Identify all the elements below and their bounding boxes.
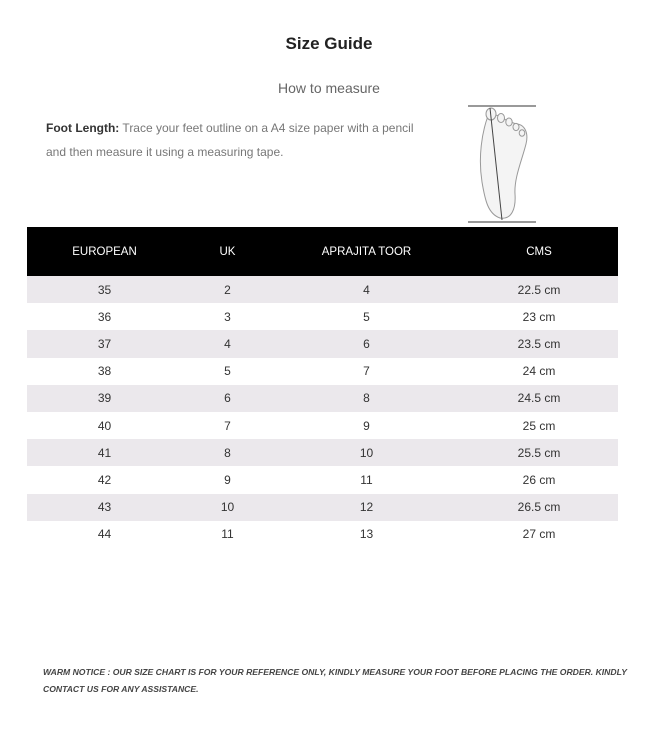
- foot-length-instructions: [46, 116, 426, 164]
- cm-size-cell: 26 cm: [522, 472, 556, 487]
- european-size-cell: 39: [97, 391, 112, 406]
- foot-length-text: Trace your feet outline on a A4 size paper with a pencil and then measure it using a measuring tape.: [46, 121, 414, 159]
- foot-measure-icon: [466, 102, 540, 226]
- table-header: [27, 227, 618, 276]
- uk-size-cell: 7: [224, 418, 231, 433]
- uk-size-cell: 4: [224, 336, 231, 351]
- uk-size-cell: 10: [220, 500, 235, 515]
- foot-length-label: Foot Length:: [46, 121, 120, 135]
- table-row: [27, 385, 618, 412]
- cm-size-cell: 27 cm: [522, 527, 556, 542]
- uk-size-cell: 6: [224, 391, 231, 406]
- header-uk: UK: [219, 245, 236, 258]
- uk-size-cell: 11: [221, 527, 234, 542]
- brand-size-cell: 12: [359, 500, 374, 515]
- cm-size-cell: 25.5 cm: [517, 445, 561, 460]
- brand-size-cell: 13: [359, 527, 374, 542]
- header-cms: CMS: [526, 245, 552, 258]
- european-size-cell: 44: [97, 527, 112, 542]
- uk-size-cell: 2: [224, 282, 231, 297]
- cm-size-cell: 24.5 cm: [517, 391, 561, 406]
- uk-size-cell: 9: [224, 472, 231, 487]
- european-size-cell: 43: [97, 500, 112, 515]
- uk-size-cell: 8: [224, 445, 231, 460]
- european-size-cell: 40: [97, 418, 112, 433]
- brand-size-cell: 6: [363, 336, 370, 351]
- european-size-cell: 38: [97, 364, 112, 379]
- header-brand: APRAJITA TOOR: [321, 245, 412, 258]
- cm-size-cell: 23.5 cm: [517, 336, 561, 351]
- brand-size-cell: 9: [363, 418, 370, 433]
- european-size-cell: 41: [97, 445, 112, 460]
- european-size-cell: 36: [97, 309, 112, 324]
- table-row: [27, 521, 618, 548]
- brand-size-cell: 7: [363, 364, 370, 379]
- warm-notice: WARM NOTICE : OUR SIZE CHART IS FOR YOUR REFERENCE ONLY, KINDLY MEASURE YOUR FOOT BEFORE PLACING THE ORDER. KINDLY CONTACT US FOR ANY ASSISTANCE.: [43, 667, 627, 694]
- page-subtitle: How to measure: [278, 80, 380, 96]
- cm-size-cell: 25 cm: [522, 418, 556, 433]
- header-european: EUROPEAN: [72, 245, 137, 258]
- page-title: Size Guide: [285, 34, 373, 53]
- european-size-cell: 37: [97, 336, 112, 351]
- cm-size-cell: 26.5 cm: [517, 500, 561, 515]
- brand-size-cell: 4: [363, 282, 370, 297]
- table-row: [27, 303, 618, 330]
- table-row: [27, 276, 618, 303]
- uk-size-cell: 5: [224, 364, 231, 379]
- table-row: [27, 466, 618, 493]
- table-row: [27, 494, 618, 521]
- uk-size-cell: 3: [224, 309, 231, 324]
- cm-size-cell: 24 cm: [522, 364, 556, 379]
- cm-size-cell: 22.5 cm: [517, 282, 561, 297]
- cm-size-cell: 23 cm: [522, 309, 556, 324]
- brand-size-cell: 8: [363, 391, 370, 406]
- table-row: [27, 439, 618, 466]
- european-size-cell: 42: [97, 472, 112, 487]
- size-table: [27, 227, 618, 548]
- european-size-cell: 35: [97, 282, 112, 297]
- table-row: [27, 358, 618, 385]
- brand-size-cell: 10: [359, 445, 374, 460]
- table-row: [27, 412, 618, 439]
- brand-size-cell: 5: [363, 309, 370, 324]
- brand-size-cell: 11: [360, 472, 373, 487]
- table-row: [27, 330, 618, 357]
